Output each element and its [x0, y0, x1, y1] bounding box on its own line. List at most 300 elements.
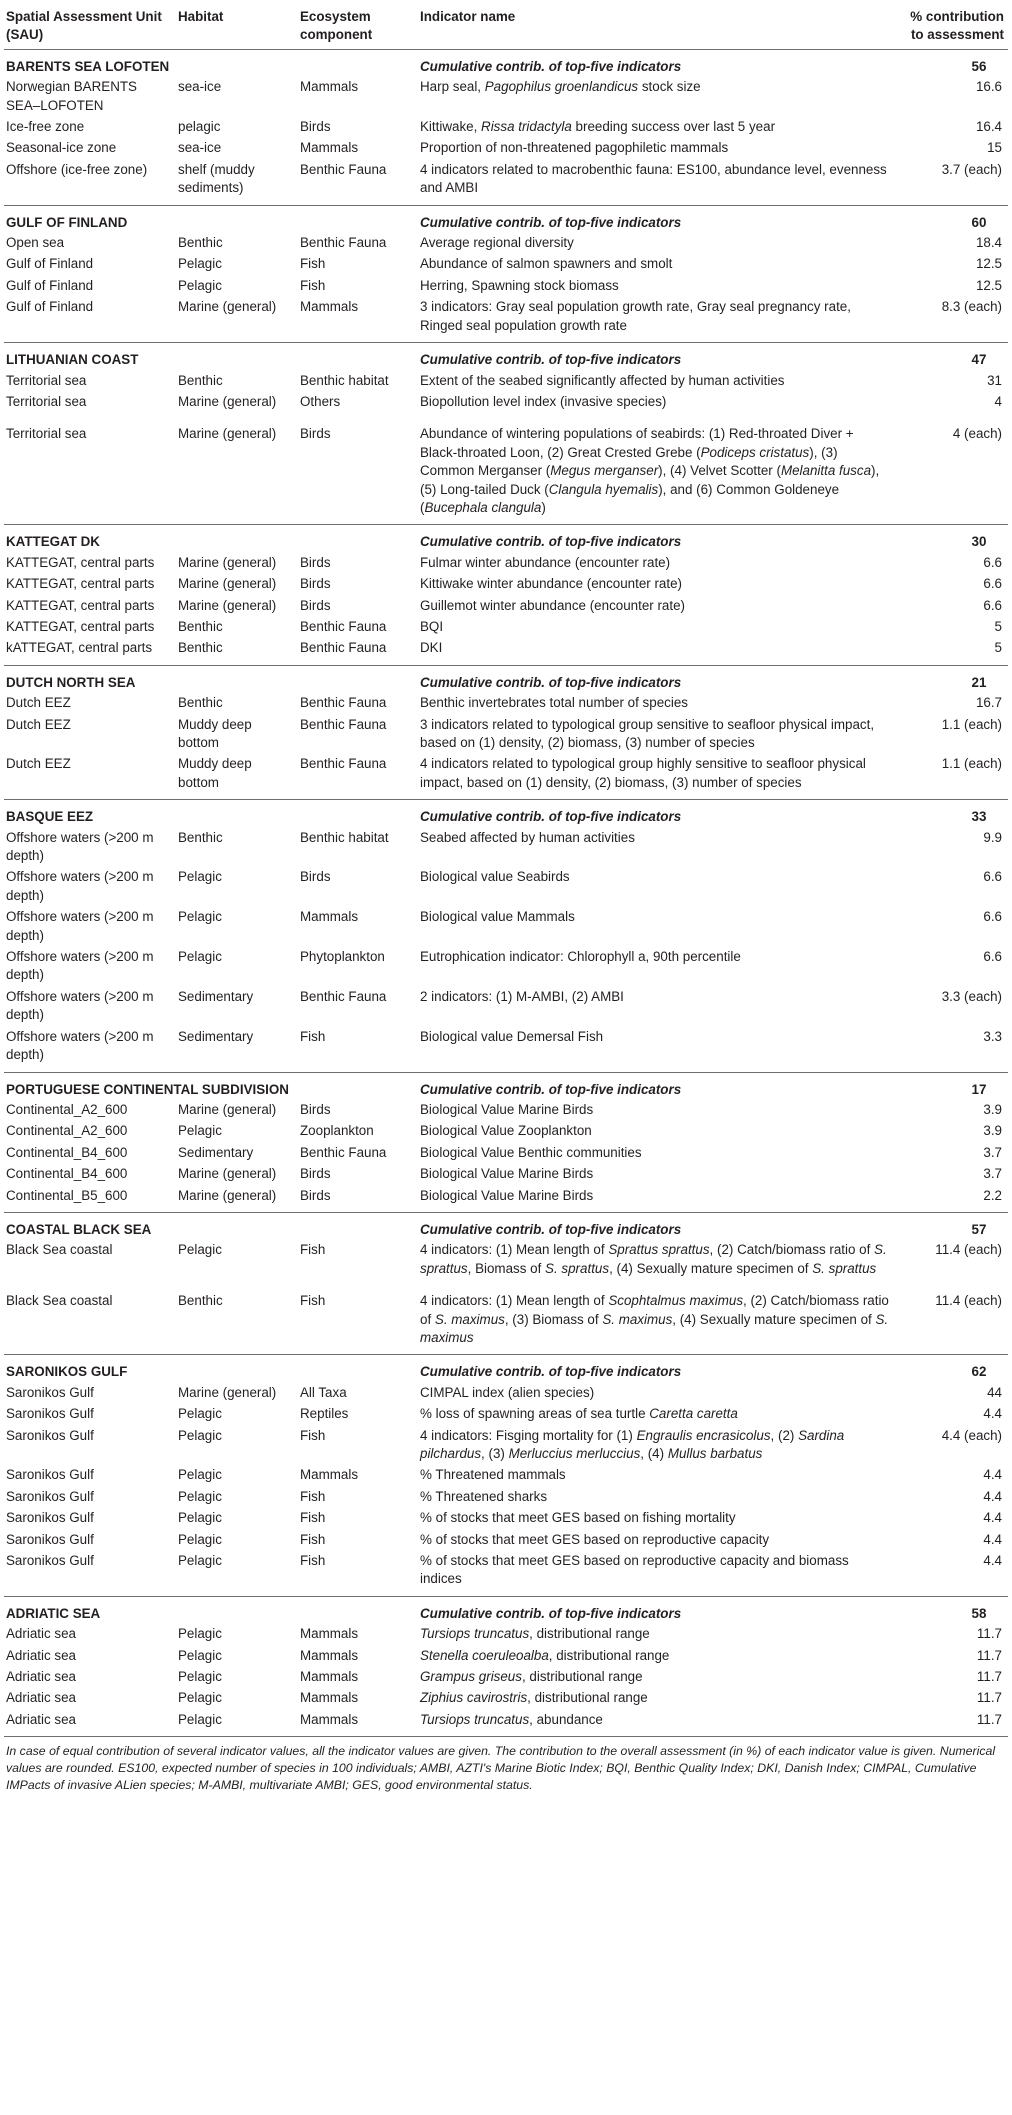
cell-habitat: Pelagic — [178, 1510, 222, 1526]
section-group — [4, 1072, 1008, 1212]
section-group — [4, 1212, 1008, 1354]
cell-component: Benthic Fauna — [300, 716, 387, 732]
section-header-row — [4, 1212, 1008, 1240]
cell-contribution: 4.4 — [983, 1406, 1002, 1422]
cell-contribution: 11.7 — [976, 1669, 1002, 1685]
cell-component: Benthic Fauna — [300, 618, 387, 634]
cell-contribution: 11.7 — [976, 1647, 1002, 1663]
table-row — [4, 828, 1008, 868]
section-name: COASTAL BLACK SEA — [6, 1221, 152, 1237]
table-row — [4, 160, 1008, 205]
cell-indicator: Grampus griseus, distributional range — [420, 1669, 643, 1685]
cell-sau: Territorial sea — [6, 426, 87, 442]
cell-habitat: Pelagic — [178, 1467, 222, 1483]
cell-contribution: 16.4 — [975, 119, 1002, 135]
cell-habitat: Sedimentary — [178, 1144, 254, 1160]
cell-sau: KATTEGAT, central parts — [6, 597, 155, 613]
section-name: SARONIKOS GULF — [6, 1364, 128, 1380]
cell-contribution: 6.6 — [983, 597, 1002, 613]
cumulative-label: Cumulative contrib. of top-five indicators — [420, 1081, 682, 1097]
cell-indicator: Tursiops truncatus, distributional range — [420, 1626, 650, 1642]
cell-sau: Continental_B4_600 — [6, 1144, 128, 1160]
cell-contribution: 3.7 (each) — [941, 161, 1002, 177]
cell-component: Mammals — [300, 299, 359, 315]
cell-indicator: BQI — [420, 618, 444, 634]
cell-habitat: Pelagic — [178, 1488, 222, 1504]
cell-indicator: 3 indicators: Gray seal population growth rate, Gray seal pregnancy rate, Ringed seal population growth rate — [420, 299, 851, 333]
cell-indicator: Biological Value Zooplankton — [420, 1123, 592, 1139]
cell-sau: KATTEGAT, central parts — [6, 554, 155, 570]
cell-habitat: Muddy deep bottom — [178, 716, 252, 750]
cumulative-label: Cumulative contrib. of top-five indicators — [420, 1605, 682, 1621]
cell-indicator: % of stocks that meet GES based on fishing mortality — [420, 1510, 736, 1526]
cell-indicator: Kittiwake, Rissa tridactyla breeding success over last 5 year — [420, 119, 776, 135]
cell-component: Fish — [300, 1427, 326, 1443]
cell-contribution: 3.9 — [983, 1123, 1002, 1139]
cell-sau: Seasonal-ice zone — [6, 140, 117, 156]
cumulative-label: Cumulative contrib. of top-five indicators — [420, 809, 682, 825]
section-header-row — [4, 49, 1008, 77]
cell-habitat: Marine (general) — [178, 426, 277, 442]
section-group — [4, 49, 1008, 205]
cumulative-value: 17 — [971, 1081, 987, 1097]
table-row — [4, 987, 1008, 1027]
cumulative-label: Cumulative contrib. of top-five indicators — [420, 534, 682, 550]
cell-indicator: 4 indicators related to macrobenthic fauna: ES100, abundance level, evenness and AMBI — [420, 161, 887, 196]
cell-indicator: Average regional diversity — [420, 235, 574, 251]
table-row — [4, 413, 1008, 525]
table-row — [4, 1383, 1008, 1404]
cell-sau: Territorial sea — [6, 372, 87, 388]
table-row — [4, 1667, 1008, 1688]
cell-indicator: Extent of the seabed significantly affected by human activities — [420, 372, 785, 388]
cell-sau: Offshore waters (>200 m depth) — [6, 988, 154, 1023]
table-row — [4, 1508, 1008, 1529]
table-row — [4, 1465, 1008, 1486]
cumulative-label: Cumulative contrib. of top-five indicators — [420, 1221, 682, 1237]
cell-indicator: 4 indicators: Fisging mortality for (1) Engraulis encrasicolus, (2) Sardina pilchardus, (3) Merluccius merluccius, (4) Mullus barbatus — [420, 1427, 845, 1461]
cell-component: Fish — [300, 1028, 326, 1044]
cell-indicator: Stenella coeruleoalba, distributional range — [420, 1647, 670, 1663]
cell-indicator: Harp seal, Pagophilus groenlandicus stock size — [420, 79, 701, 95]
cell-component: Birds — [300, 426, 331, 442]
cell-sau: Black Sea coastal — [6, 1242, 113, 1258]
table-row — [4, 574, 1008, 595]
cell-contribution: 3.7 — [983, 1144, 1002, 1160]
cell-indicator: % Threatened sharks — [420, 1488, 548, 1504]
section-name: GULF OF FINLAND — [6, 214, 128, 230]
cell-contribution: 5 — [994, 640, 1002, 656]
cell-indicator: Biological Value Marine Birds — [420, 1166, 594, 1182]
cell-component: Benthic Fauna — [300, 1144, 387, 1160]
cell-sau: KATTEGAT, central parts — [6, 576, 155, 592]
cell-habitat: sea-ice — [178, 140, 222, 156]
table-row — [4, 1240, 1008, 1280]
cell-component: Birds — [300, 1187, 331, 1203]
indicator-table — [4, 0, 1008, 1737]
cell-habitat: Sedimentary — [178, 1028, 254, 1044]
section-group — [4, 205, 1008, 342]
cumulative-value: 33 — [971, 809, 987, 825]
header-habitat: Habitat — [176, 0, 298, 49]
cell-component: Benthic Fauna — [300, 640, 387, 656]
cell-habitat: Pelagic — [178, 1647, 222, 1663]
section-header-row — [4, 1596, 1008, 1624]
section-group — [4, 1596, 1008, 1736]
table-row — [4, 907, 1008, 947]
cell-component: Birds — [300, 576, 331, 592]
section-name: PORTUGUESE CONTINENTAL SUBDIVISION — [6, 1081, 289, 1097]
cell-habitat: Benthic — [178, 829, 223, 845]
table-row — [4, 1027, 1008, 1072]
cell-indicator: Biological Value Marine Birds — [420, 1187, 594, 1203]
table-row — [4, 1164, 1008, 1185]
cell-contribution: 6.6 — [983, 554, 1002, 570]
cell-contribution: 18.4 — [975, 235, 1002, 251]
cell-sau: Gulf of Finland — [6, 277, 94, 293]
cell-habitat: Benthic — [178, 1293, 223, 1309]
cell-contribution: 1.1 (each) — [941, 716, 1002, 732]
cell-sau: Saronikos Gulf — [6, 1467, 94, 1483]
cell-habitat: Pelagic — [178, 869, 222, 885]
table-row — [4, 77, 1008, 117]
section-header-row — [4, 1355, 1008, 1383]
cell-contribution: 4 (each) — [952, 426, 1002, 442]
table-row — [4, 638, 1008, 665]
cell-habitat: Benthic — [178, 640, 223, 656]
cell-sau: Saronikos Gulf — [6, 1427, 94, 1443]
cell-contribution: 4.4 — [983, 1467, 1002, 1483]
cumulative-label: Cumulative contrib. of top-five indicators — [420, 214, 682, 230]
cumulative-value: 58 — [971, 1605, 987, 1621]
cell-habitat: Pelagic — [178, 1690, 222, 1706]
cell-component: Birds — [300, 1101, 331, 1117]
cell-indicator: Kittiwake winter abundance (encounter rate) — [420, 576, 683, 592]
cell-habitat: Sedimentary — [178, 988, 254, 1004]
table-row — [4, 1710, 1008, 1737]
cell-indicator: Seabed affected by human activities — [420, 829, 635, 845]
cell-habitat: Pelagic — [178, 1711, 222, 1727]
cell-sau: Adriatic sea — [6, 1647, 76, 1663]
cell-indicator: 3 indicators related to typological group sensitive to seafloor physical impact, based on (1) density, (2) biomass, (3) number of species — [420, 716, 875, 750]
table-row — [4, 1487, 1008, 1508]
cell-component: Birds — [300, 1166, 331, 1182]
table-row — [4, 1404, 1008, 1425]
cell-component: Birds — [300, 554, 331, 570]
cell-component: Birds — [300, 119, 331, 135]
table-row — [4, 947, 1008, 987]
cell-sau: Dutch EEZ — [6, 695, 71, 711]
cumulative-label: Cumulative contrib. of top-five indicators — [420, 674, 682, 690]
table-row — [4, 1100, 1008, 1121]
section-group — [4, 1355, 1008, 1596]
table-row — [4, 392, 1008, 413]
cell-sau: Offshore (ice-free zone) — [6, 161, 148, 177]
cell-indicator: Biological value Mammals — [420, 909, 575, 925]
cell-habitat: Pelagic — [178, 949, 222, 965]
table-row — [4, 596, 1008, 617]
cell-component: Fish — [300, 1510, 326, 1526]
cell-sau: Offshore waters (>200 m depth) — [6, 869, 154, 903]
cell-habitat: shelf (muddy sediments) — [178, 161, 255, 196]
cell-contribution: 4.4 — [983, 1553, 1002, 1569]
cell-habitat: Marine (general) — [178, 1101, 277, 1117]
table-row — [4, 1121, 1008, 1142]
cell-contribution: 1.1 (each) — [941, 756, 1002, 772]
cell-sau: Adriatic sea — [6, 1669, 76, 1685]
cell-contribution: 44 — [987, 1384, 1002, 1400]
cell-sau: Gulf of Finland — [6, 256, 94, 272]
cell-indicator: Ziphius cavirostris, distributional range — [420, 1690, 648, 1706]
cell-sau: Continental_A2_600 — [6, 1123, 128, 1139]
cell-habitat: Marine (general) — [178, 1384, 277, 1400]
cell-component: Mammals — [300, 1711, 359, 1727]
cell-habitat: Pelagic — [178, 1242, 222, 1258]
cell-contribution: 4.4 — [983, 1531, 1002, 1547]
cell-indicator: CIMPAL index (alien species) — [420, 1384, 595, 1400]
cell-contribution: 3.3 — [983, 1028, 1002, 1044]
cell-component: Mammals — [300, 1647, 359, 1663]
cell-component: Benthic Fauna — [300, 695, 387, 711]
cell-component: Benthic Fauna — [300, 988, 387, 1004]
cell-contribution: 4.4 — [983, 1488, 1002, 1504]
cell-habitat: Pelagic — [178, 277, 222, 293]
cell-contribution: 11.4 (each) — [935, 1242, 1002, 1258]
table-row — [4, 553, 1008, 574]
cumulative-value: 60 — [971, 214, 987, 230]
cell-contribution: 6.6 — [983, 909, 1002, 925]
cell-component: Benthic habitat — [300, 372, 389, 388]
table-row — [4, 1143, 1008, 1164]
cell-indicator: Proportion of non-threatened pagophiletic mammals — [420, 140, 729, 156]
header-sau: Spatial Assessment Unit (SAU) — [4, 0, 176, 49]
header-contribution: % contribution to assessment — [892, 0, 1008, 49]
cell-indicator: Guillemot winter abundance (encounter rate) — [420, 597, 685, 613]
cell-habitat: Pelagic — [178, 1531, 222, 1547]
cell-indicator: Tursiops truncatus, abundance — [420, 1711, 603, 1727]
header-ecosystem: Ecosystem component — [298, 0, 418, 49]
cell-habitat: Benthic — [178, 618, 223, 634]
section-header-row — [4, 343, 1008, 371]
cell-contribution: 8.3 (each) — [941, 299, 1002, 315]
cell-component: Benthic habitat — [300, 829, 389, 845]
cell-habitat: Pelagic — [178, 256, 222, 272]
cell-component: Fish — [300, 256, 326, 272]
cell-indicator: Fulmar winter abundance (encounter rate) — [420, 554, 671, 570]
cell-component: Birds — [300, 869, 331, 885]
cell-indicator: Herring, Spawning stock biomass — [420, 277, 619, 293]
cell-sau: Saronikos Gulf — [6, 1553, 94, 1569]
cell-indicator: Biological Value Marine Birds — [420, 1101, 594, 1117]
table-row — [4, 1624, 1008, 1645]
cell-indicator: 2 indicators: (1) M-AMBI, (2) AMBI — [420, 988, 624, 1004]
cell-sau: Open sea — [6, 235, 65, 251]
cell-contribution: 4 — [994, 393, 1002, 409]
cell-habitat: sea-ice — [178, 79, 222, 95]
cell-sau: Continental_B4_600 — [6, 1166, 128, 1182]
cell-indicator: Abundance of salmon spawners and smolt — [420, 256, 673, 272]
cell-indicator: Biological value Seabirds — [420, 869, 570, 885]
table-row — [4, 254, 1008, 275]
cell-contribution: 3.7 — [983, 1166, 1002, 1182]
header-indicator: Indicator name — [418, 0, 892, 49]
cell-contribution: 6.6 — [983, 576, 1002, 592]
cell-contribution: 4.4 (each) — [941, 1427, 1002, 1443]
table-row — [4, 1530, 1008, 1551]
cell-indicator: % of stocks that meet GES based on reproductive capacity and biomass indices — [420, 1553, 849, 1587]
section-header-row — [4, 205, 1008, 233]
cell-indicator: Biological value Demersal Fish — [420, 1028, 604, 1044]
cell-habitat: Muddy deep bottom — [178, 756, 252, 790]
section-header-row — [4, 800, 1008, 828]
table-row — [4, 1551, 1008, 1596]
table-row — [4, 1186, 1008, 1213]
section-name: BARENTS SEA LOFOTEN — [6, 58, 170, 74]
table-row — [4, 1646, 1008, 1667]
table-row — [4, 1280, 1008, 1355]
cell-component: Fish — [300, 1553, 326, 1569]
table-row — [4, 276, 1008, 297]
cell-contribution: 9.9 — [983, 829, 1002, 845]
cell-habitat: Pelagic — [178, 1553, 222, 1569]
cumulative-value: 56 — [971, 58, 987, 74]
table-row — [4, 233, 1008, 254]
cell-habitat: Benthic — [178, 695, 223, 711]
cell-contribution: 6.6 — [983, 869, 1002, 885]
cell-component: Fish — [300, 1531, 326, 1547]
cell-contribution: 3.3 (each) — [941, 988, 1002, 1004]
cell-sau: Offshore waters (>200 m depth) — [6, 1028, 154, 1063]
cell-component: Phytoplankton — [300, 949, 385, 965]
cell-indicator: % Threatened mammals — [420, 1467, 566, 1483]
cell-contribution: 11.4 (each) — [935, 1293, 1002, 1309]
cell-component: Mammals — [300, 1690, 359, 1706]
cell-contribution: 16.7 — [975, 695, 1002, 711]
cell-habitat: Pelagic — [178, 1406, 222, 1422]
cell-indicator: % of stocks that meet GES based on reproductive capacity — [420, 1531, 770, 1547]
cell-contribution: 6.6 — [983, 949, 1002, 965]
cell-contribution: 12.5 — [975, 277, 1002, 293]
cell-habitat: Pelagic — [178, 1626, 222, 1642]
cell-contribution: 3.9 — [983, 1101, 1002, 1117]
cell-component: Fish — [300, 1242, 326, 1258]
table-header — [4, 0, 1008, 49]
cell-sau: Offshore waters (>200 m depth) — [6, 829, 154, 864]
cell-component: Mammals — [300, 909, 359, 925]
cell-component: Birds — [300, 597, 331, 613]
cumulative-value: 57 — [971, 1221, 987, 1237]
cell-habitat: Marine (general) — [178, 299, 277, 315]
section-group — [4, 343, 1008, 525]
cell-indicator: Eutrophication indicator: Chlorophyll a, 90th percentile — [420, 949, 741, 965]
cell-component: Mammals — [300, 79, 359, 95]
cell-component: Fish — [300, 1293, 326, 1309]
cell-contribution: 5 — [994, 618, 1002, 634]
cell-sau: Adriatic sea — [6, 1690, 76, 1706]
cell-habitat: Marine (general) — [178, 554, 277, 570]
cell-contribution: 11.7 — [976, 1626, 1002, 1642]
cell-habitat: Marine (general) — [178, 1166, 277, 1182]
cell-component: Fish — [300, 277, 326, 293]
cell-component: Benthic Fauna — [300, 235, 387, 251]
cell-component: Mammals — [300, 140, 359, 156]
cell-indicator: 4 indicators: (1) Mean length of Sprattus sprattus, (2) Catch/biomass ratio of S. sprattus, Biomass of S. sprattus, (4) Sexually mature specimen of S. sprattus — [420, 1242, 887, 1276]
table-row — [4, 715, 1008, 755]
cumulative-value: 30 — [971, 534, 987, 550]
cell-habitat: Benthic — [178, 372, 223, 388]
section-group — [4, 800, 1008, 1072]
cell-sau: Ice-free zone — [6, 119, 85, 135]
cell-sau: Saronikos Gulf — [6, 1531, 94, 1547]
cell-sau: kATTEGAT, central parts — [6, 640, 153, 656]
table-row — [4, 138, 1008, 159]
cell-component: Reptiles — [300, 1406, 349, 1422]
cell-habitat: Marine (general) — [178, 597, 277, 613]
cell-contribution: 2.2 — [983, 1187, 1002, 1203]
cell-sau: Adriatic sea — [6, 1626, 76, 1642]
cumulative-label: Cumulative contrib. of top-five indicators — [420, 1364, 682, 1380]
cell-component: Benthic Fauna — [300, 161, 387, 177]
cell-indicator: Biological Value Benthic communities — [420, 1144, 642, 1160]
cell-sau: Saronikos Gulf — [6, 1488, 94, 1504]
cell-sau: Adriatic sea — [6, 1711, 76, 1727]
cell-sau: Offshore waters (>200 m depth) — [6, 909, 154, 943]
cumulative-value: 62 — [971, 1364, 987, 1380]
table-row — [4, 117, 1008, 138]
section-name: ADRIATIC SEA — [6, 1605, 101, 1621]
cell-contribution: 15 — [987, 140, 1002, 156]
cell-habitat: Benthic — [178, 235, 223, 251]
cell-habitat: Marine (general) — [178, 393, 277, 409]
section-group — [4, 665, 1008, 799]
cell-sau: Offshore waters (>200 m depth) — [6, 949, 154, 983]
cell-component: Zooplankton — [300, 1123, 374, 1139]
cell-sau: Continental_A2_600 — [6, 1101, 128, 1117]
cumulative-value: 47 — [971, 352, 987, 368]
cell-sau: Gulf of Finland — [6, 299, 94, 315]
cell-sau: Dutch EEZ — [6, 756, 71, 772]
cell-habitat: Marine (general) — [178, 576, 277, 592]
cell-component: Mammals — [300, 1467, 359, 1483]
cell-indicator: DKI — [420, 640, 443, 656]
cell-habitat: Pelagic — [178, 1123, 222, 1139]
table-row — [4, 693, 1008, 714]
cell-contribution: 11.7 — [976, 1711, 1002, 1727]
cell-indicator: 4 indicators related to typological group highly sensitive to seafloor physical impact, based on (1) density, (2) biomass, (3) number of species — [420, 756, 866, 790]
cell-sau: Continental_B5_600 — [6, 1187, 128, 1203]
cell-component: Fish — [300, 1488, 326, 1504]
cell-contribution: 31 — [987, 372, 1002, 388]
cell-contribution: 4.4 — [983, 1510, 1002, 1526]
cell-sau: Black Sea coastal — [6, 1293, 113, 1309]
cell-indicator: % loss of spawning areas of sea turtle Caretta caretta — [420, 1406, 738, 1422]
cell-sau: Norwegian BARENTS SEA–LOFOTEN — [6, 79, 137, 113]
cell-component: Mammals — [300, 1669, 359, 1685]
table-row — [4, 754, 1008, 799]
cell-sau: Saronikos Gulf — [6, 1406, 94, 1422]
section-name: DUTCH NORTH SEA — [6, 674, 136, 690]
cell-component: Benthic Fauna — [300, 756, 387, 772]
cell-indicator: 4 indicators: (1) Mean length of Scophtalmus maximus, (2) Catch/biomass ratio of S. maximus, (3) Biomass of S. maximus, (4) Sexually mature specimen of S. maximus — [420, 1293, 889, 1345]
cell-sau: Saronikos Gulf — [6, 1384, 94, 1400]
section-name: BASQUE EEZ — [6, 809, 94, 825]
cell-indicator: Biopollution level index (invasive species) — [420, 393, 667, 409]
cell-indicator: Abundance of wintering populations of seabirds: (1) Red-throated Diver + Black-throated Loon, (2) Great Crested Grebe (Podiceps cristatus), (3) Common Merganser (Megus merganser), (4) Velvet Scotter (Melanitta fusca), (5) Long-tailed Duck (Clangula hyemalis), and (6) Common Goldeneye (Bucephala clangula) — [420, 426, 880, 515]
cell-component: Mammals — [300, 1626, 359, 1642]
cell-contribution: 16.6 — [975, 79, 1002, 95]
cell-habitat: Pelagic — [178, 909, 222, 925]
section-header-row — [4, 1072, 1008, 1100]
